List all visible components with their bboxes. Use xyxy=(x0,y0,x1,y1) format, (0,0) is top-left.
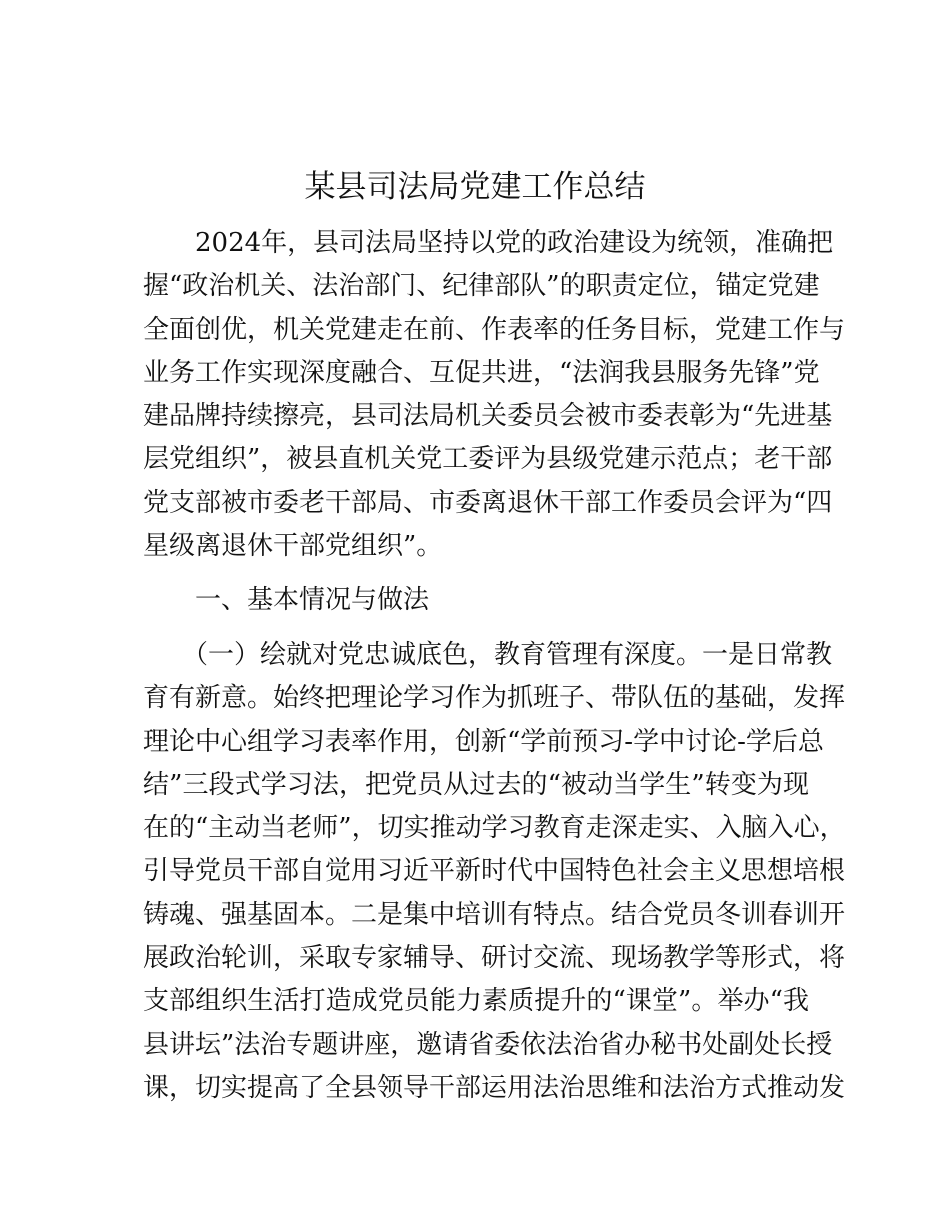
text-line: 铸魂、强基固本。二是集中培训有特点。结合党员冬训春训开 xyxy=(143,899,846,930)
text-line: 展政治轮训，采取专家辅导、研讨交流、现场教学等形式，将 xyxy=(143,943,846,974)
text-line: 党支部被市委老干部局、市委离退休干部工作委员会评为“四 xyxy=(143,487,833,518)
text-line: 理论中心组学习表率作用，创新“学前预习-学中讨论-学后总 xyxy=(143,726,824,757)
text-line: 星级离退休干部党组织”。 xyxy=(143,531,443,562)
text-line: 引导党员干部自觉用习近平新时代中国特色社会主义思想培根 xyxy=(143,856,846,887)
text-line: 课，切实提高了全县领导干部运用法治思维和法治方式推动发 xyxy=(143,1072,846,1103)
text-line: 支部组织生活打造成党员能力素质提升的“课堂”。举办“我 xyxy=(143,986,809,1017)
text-line: 业务工作实现深度融合、互促共进，“法润我县服务先锋”党 xyxy=(143,357,820,388)
section-heading xyxy=(143,579,809,622)
section-paragraph xyxy=(143,634,846,1110)
text-line: 建品牌持续擦亮，县司法局机关委员会被市委表彰为“先进基 xyxy=(143,401,833,432)
text-line: 握“政治机关、法治部门、纪律部队”的职责定位，锚定党建 xyxy=(143,271,820,302)
text-line: 全面创优，机关党建走在前、作表率的任务目标，党建工作与 xyxy=(143,314,846,345)
text-line: 层党组织”，被县直机关党工委评为县级党建示范点；老干部 xyxy=(143,444,833,475)
document-title: 某县司法局党建工作总结 xyxy=(304,169,646,205)
intro-paragraph xyxy=(143,222,846,568)
text-line: 2024年，县司法局坚持以党的政治建设为统领，准确把 xyxy=(143,228,834,258)
text-line: 育有新意。始终把理论学习作为抓班子、带队伍的基础，发挥 xyxy=(143,683,846,714)
text-line: （一）绘就对党忠诚底色，教育管理有深度。一是日常教 xyxy=(143,640,833,670)
text-line: 结”三段式学习法，把党员从过去的“被动当学生”转变为现 xyxy=(143,769,809,800)
text-line: 在的“主动当老师”，切实推动学习教育走深走实、入脑入心， xyxy=(143,813,846,844)
text-line: 县讲坛”法治专题讲座，邀请省委依法治省办秘书处副处长授 xyxy=(143,1029,833,1060)
section-heading-text: 一、基本情况与做法 xyxy=(143,585,430,615)
